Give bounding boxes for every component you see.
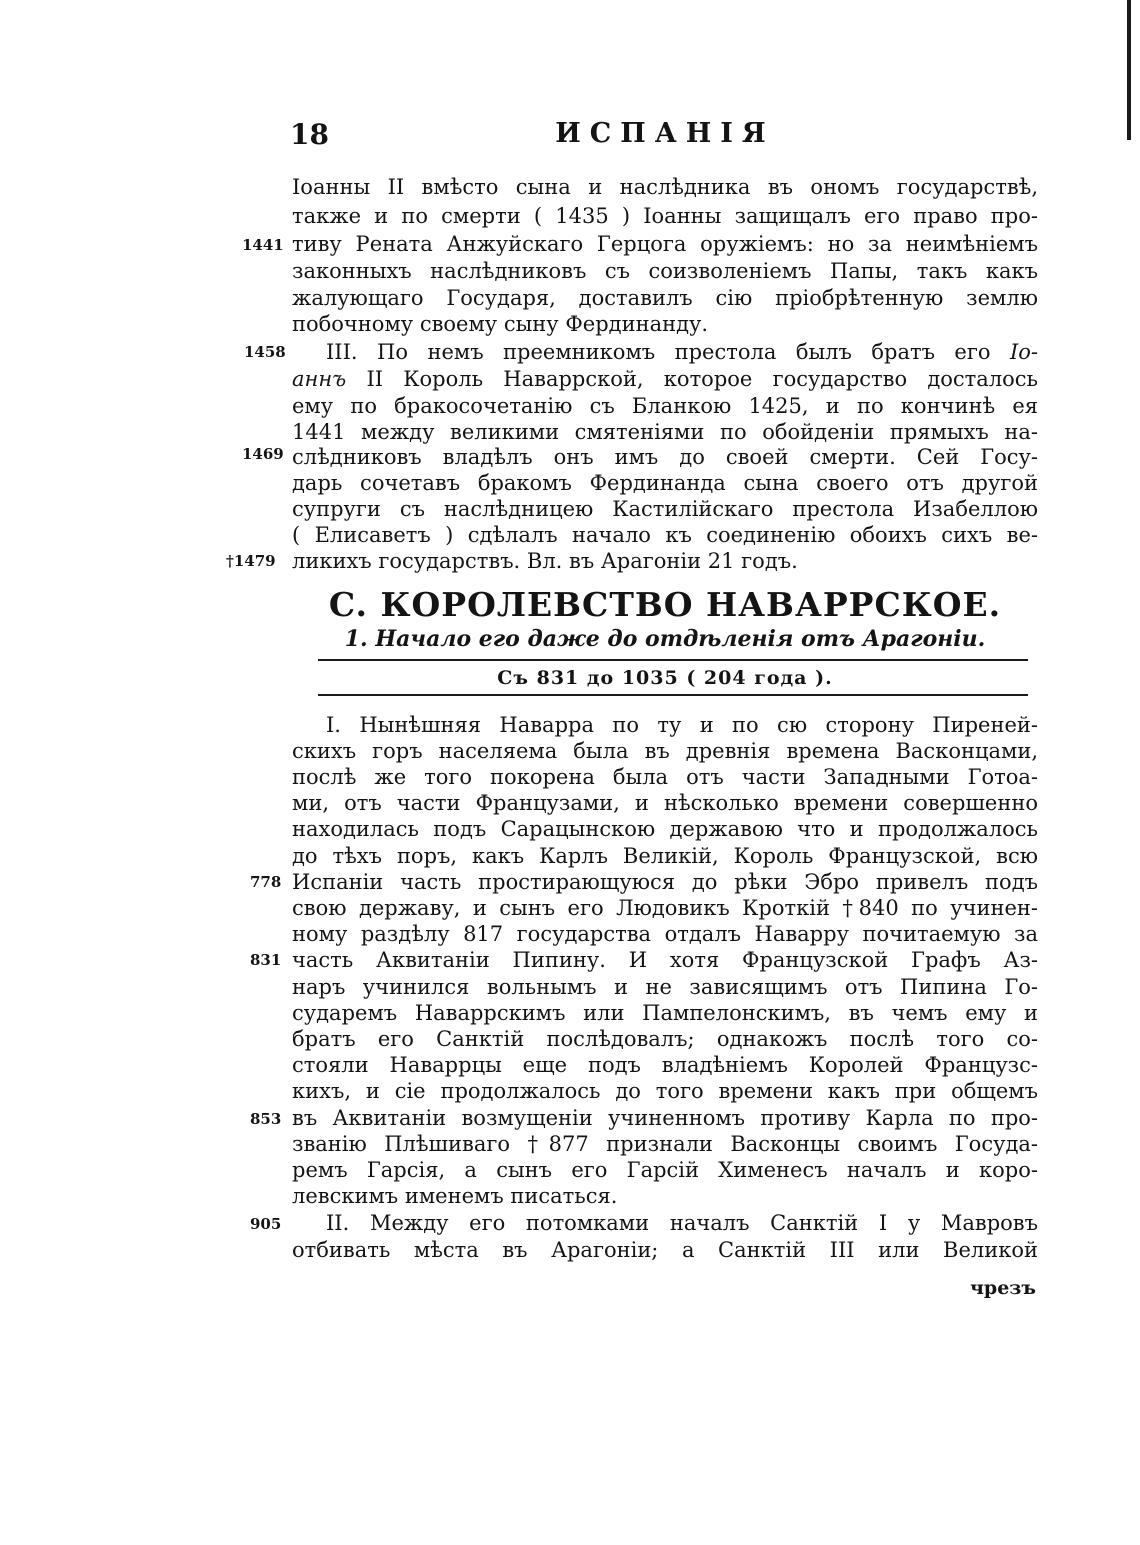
text-line: ремъ Гарсія, а сынъ его Гарсій Хименесъ началъ и коро-	[292, 1158, 1038, 1182]
text-line: наръ учинился вольнымъ и не зависящимъ отъ Пипина Го-	[292, 975, 1038, 999]
catchword: чрезъ	[970, 1277, 1036, 1299]
margin-year-853: 853	[250, 1110, 282, 1128]
text-line: кихъ, и сіе продолжалось до того времени какъ при общемъ	[292, 1079, 1038, 1103]
section-title: C. КОРОЛЕВСТВО НАВАРРСКОЕ.	[328, 585, 1002, 624]
text-line	[292, 366, 1038, 392]
text-line: ему по бракосочетанію съ Бланкою 1425, и по кончинѣ ея	[292, 394, 1038, 418]
text-line: ному раздѣлу 817 государства отдалъ Наварру почитаемую за	[292, 922, 1038, 946]
margin-year-778: 778	[250, 873, 282, 891]
text-line: Испаніи часть простирающуюся до рѣки Эбро привелъ подъ	[292, 870, 1038, 894]
margin-year-1441: 1441	[242, 236, 284, 254]
text-line: I. Нынѣшняя Наварра по ту и по сю сторону Пиреней-	[326, 713, 1038, 737]
text-line: отбивать мѣста въ Арагоніи; а Санктій III или Великой	[292, 1238, 1038, 1262]
text-line: званію Плѣшиваго †877 признали Васконцы своимъ Госуда-	[292, 1132, 1038, 1156]
rule-top	[318, 659, 1028, 661]
text-line: левскимъ именемъ писаться.	[292, 1184, 618, 1208]
text-line: тиву Рената Анжуйскаго Герцога оружіемъ: но за неимѣніемъ	[292, 232, 1038, 256]
text-line: ми, отъ части Французами, и нѣсколько времени совершенно	[292, 791, 1038, 815]
text-line: ликихъ государствъ. Вл. въ Арагоніи 21 годъ.	[292, 549, 798, 573]
running-head: ИСПАНІЯ	[555, 118, 775, 149]
text-line: стояли Наваррцы еще подъ владѣніемъ Королей Французс-	[292, 1053, 1038, 1077]
text-line: также и по смерти ( 1435 ) Іоанны защищалъ его право про-	[292, 204, 1038, 228]
margin-year-1469: 1469	[242, 445, 284, 463]
text-line: 1441 между великими смятеніями по обойденіи прямыхъ на-	[292, 420, 1038, 444]
margin-year-1479: †1479	[226, 552, 276, 570]
text-line: побочному своему сыну Фердинанду.	[292, 312, 709, 336]
text-line: слѣдниковъ владѣлъ онъ имъ до своей смерти. Сей Госу-	[292, 445, 1038, 469]
text-line: часть Аквитаніи Пипину. И хотя Французской Графъ Аз-	[292, 948, 1038, 972]
margin-year-1458: 1458	[244, 343, 286, 361]
text-line: свою державу, и сынъ его Людовикъ Кроткій †840 по учинен-	[292, 896, 1038, 920]
name-ioann-italic: аннъ	[292, 367, 347, 391]
text-line: послѣ же того покорена была отъ части Западными Готоа-	[292, 765, 1038, 789]
text-line: жалующаго Государя, доставилъ сію пріобрѣтенную землю	[292, 286, 1038, 310]
text-line: до тѣхъ поръ, какъ Карлъ Великій, Король Французской, всю	[292, 844, 1038, 868]
page-header	[290, 118, 1040, 158]
text-line: скихъ горъ населяема была въ древнія времена Васконцами,	[292, 739, 1038, 763]
text-line: въ Аквитаніи возмущеніи учиненномъ противу Карла по про-	[292, 1106, 1038, 1130]
text-line: законныхъ наслѣдниковъ съ соизволеніемъ Папы, такъ какъ	[292, 259, 1038, 283]
text-line: Іоанны II вмѣсто сына и наслѣдника въ ономъ государствѣ,	[292, 175, 1038, 199]
text-line: ( Елисаветъ ) сдѣлалъ начало къ соединенію обоихъ сихъ ве-	[292, 523, 1038, 547]
text-line: братъ его Санктій послѣдовалъ; однакожъ послѣ того со-	[292, 1027, 1038, 1051]
text-line: сударемъ Наваррскимъ или Пампелонскимъ, въ чемъ ему и	[292, 1001, 1038, 1025]
rule-bottom	[318, 694, 1028, 696]
text-line: II. Между его потомками началъ Санктій I у Мавровъ	[326, 1211, 1038, 1235]
page-number: 18	[290, 118, 329, 151]
margin-year-905: 905	[250, 1215, 282, 1233]
period-range: Съ 831 до 1035 ( 204 года ).	[497, 667, 833, 689]
text-line: супруги съ наслѣдницею Кастилійскаго престола Изабеллою	[292, 497, 1038, 521]
text-span: III. По немъ преемникомъ престола былъ братъ его	[326, 340, 1010, 364]
name-ioann-italic: Іо-	[1009, 340, 1038, 364]
text-line: находилась подъ Сарацынскою державою что и продолжалось	[292, 817, 1038, 841]
text-line: дарь сочетавъ бракомъ Фердинанда сына своего отъ другой	[292, 471, 1038, 495]
text-span: II Король Наваррской, которое государство досталось	[346, 367, 1038, 391]
subsection-title: 1. Начало его даже до отдѣленія отъ Арагоніи.	[344, 626, 986, 652]
text-line	[292, 339, 1038, 365]
scan-edge-line	[1127, 0, 1131, 140]
margin-year-831: 831	[250, 951, 282, 969]
